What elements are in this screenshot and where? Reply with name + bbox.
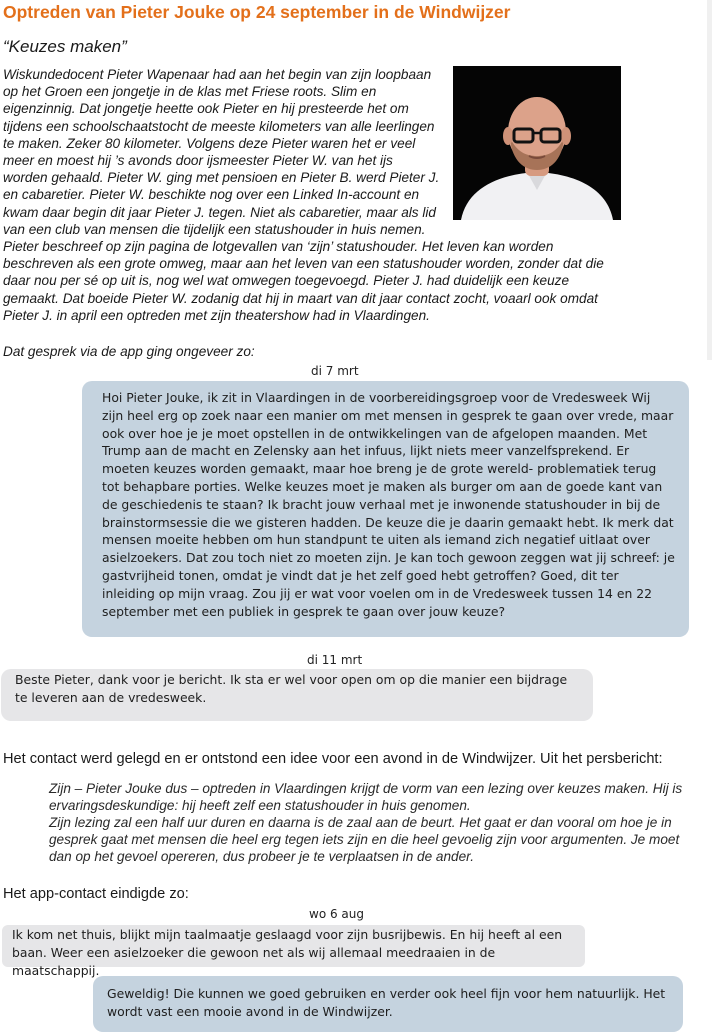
intro-block: [3, 66, 621, 324]
chat-message-text: Hoi Pieter Jouke, ik zit in Vlaardingen in de voorbereidingsgroep voor de Vredesweek Wij zijn heel erg op zoek naar een manier om met mensen in gesprek te gaan over vrede, maar ook over hoe je je moet opstellen in de ontwikkelingen van de afgelopen maanden. Met Trump aan de macht en Zelensky aan het infuus, lijkt niets meer vanzelfsprekend. Er moeten keuzes worden gemaakt, maar hoe breng je de grote wereld- problematiek terug tot behapbare porties. Welke keuzes moet je maken als burger om aan de goede kant van de geschiedenis te staan? Ik bracht jouw verhaal met je inwonende statushouder in bij de brainstormsessie die we gisteren hadden. De keuze die je daarin gemaakt hebt. Ik merk dat mensen moeite hebben om hun standpunt te uiten als iemand zich negatief uitlaat over asielzoekers. Dat zou toch niet zo moeten zijn. Je kan toch gewoon zeggen wat jij schreef: je gastvrijheid tonen, omdat je vindt dat je het zelf goed hebt getroffen? Goed, dit ter inleiding op mijn vraag. Zou jij er wat voor voelen om in de Vredesweek tussen 14 en 22 september met een publiek in gesprek te gaan over jouw keuze?: [102, 390, 675, 619]
chat-message-text: Geweldig! Die kunnen we goed gebruiken en verder ook heel fijn voor hem natuurlijk. Het wordt vast een mooie avond in de Windwijzer.: [107, 986, 666, 1019]
chat-message-sent-1: [82, 381, 689, 637]
chat-message-text: Ik kom net thuis, blijkt mijn taalmaatje geslaagd voor zijn busrijbewis. En hij heeft al een baan. Weer een asielzoeker die gewoon net als wij allemaal meedraaien in de maatschappij.: [12, 927, 563, 978]
press-quote: [49, 780, 689, 865]
intro-text: Wiskundedocent Pieter Wapenaar had aan het begin van zijn loopbaan op het Groen een jongetje in de klas met Friese roots. Slim en eigenzinnig. Dat jongetje heette ook Pieter en hij presteerde het om tijdens een schoolschaatstocht de meeste kilometers van alle leerlingen te maken. Zeker 80 kilometer. Volgens deze Pieter waren het er veel meer en moest hij ’s avonds door ijsmeester Pieter W. van het ijs worden gehaald. Pieter W. ging met pensioen en Pieter B. werd Pieter J. en cabaretier. Pieter W. beschikte nog over een Linked In-account en kwam daar begin dit jaar Pieter J. tegen. Niet als cabaretier, maar als lid van een club van mensen die tijdelijk een statushouder in huis nemen. Pieter beschreef op zijn pagina de lotgevallen van ‘zijn’ statushouder. Het leven kan worden beschreven als een grote omweg, maar aan het leven van een statushouder worden, zonder dat die daar nou per sé op uit is, nog wel wat omwegen toegevoegd. Pieter J. had duidelijk een keuze gemaakt. Dat boeide Pieter W. zodanig dat hij in maart van dit jaar contact zocht, voaarl ook omdat Pieter J. in april een optreden met zijn theatershow had in Vlaardingen.: [3, 67, 604, 323]
chat-message-text: Beste Pieter, dank voor je bericht. Ik sta er wel voor open om op die manier een bijdrage te leveren aan de vredesweek.: [15, 672, 568, 705]
chat-date-3: wo 6 aug: [309, 907, 364, 921]
chat-message-sent-2: [93, 976, 683, 1032]
chat-date-1: di 7 mrt: [311, 364, 359, 378]
chat-date-2: di 11 mrt: [307, 653, 363, 667]
chat-message-received-1: [1, 669, 593, 721]
article-subtitle: “Keuzes maken”: [3, 37, 127, 56]
quote-paragraph-2: Zijn lezing zal een half uur duren en daarna is de zaal aan de beurt. Het gaat er dan vooral om hoe je in gesprek gaat met mensen die heel erg tegen iets zijn en die heel gevoelig zijn voor argumenten. Je moet dan op het gevoel opereren, dus probeer je te verplaatsen in de ander.: [49, 815, 680, 864]
ending-line: Het app-contact eindigde zo:: [3, 886, 189, 902]
chat-intro: Dat gesprek via de app ging ongeveer zo:: [3, 344, 255, 359]
article-title: Optreden van Pieter Jouke op 24 september in de Windwijzer: [3, 2, 511, 22]
portrait-photo: [453, 66, 621, 220]
chat-message-received-2: [2, 925, 585, 978]
quote-paragraph-1: Zijn – Pieter Jouke dus – optreden in Vlaardingen krijgt de vorm van een lezing over keuzes maken. Hij is ervaringsdeskundige: hij heeft zelf een statushouder in huis genomen.: [49, 781, 683, 813]
scrollbar[interactable]: [707, 0, 712, 360]
contact-line: Het contact werd gelegd en er ontstond een idee voor een avond in de Windwijzer. Uit het persbericht:: [3, 751, 663, 767]
